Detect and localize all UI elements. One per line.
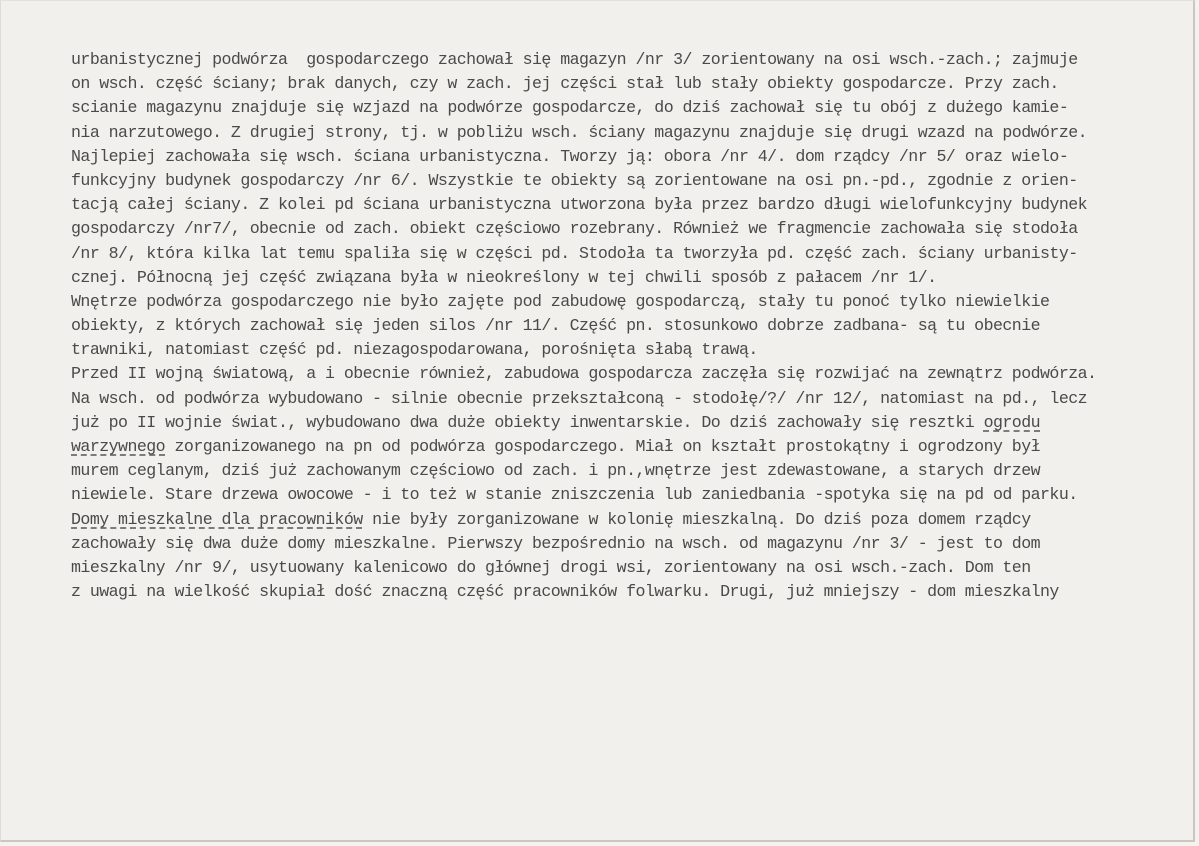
text-line: obiekty, z których zachował się jeden silos /nr 11/. Część pn. stosunkowo dobrze zadbana- są tu obecnie	[71, 316, 1041, 336]
text-line: zachowały się dwa duże domy mieszkalne. Pierwszy bezpośrednio na wsch. od magazynu /nr 3/ - jest to dom	[71, 533, 1041, 553]
text-line: tacją całej ściany. Z kolei pd ściana urbanistyczna utworzona była przez bardzo długi wielofunkcyjny budynek	[71, 195, 1088, 215]
text-line: on wsch. część ściany; brak danych, czy w zach. jej części stał lub stały obiekty gospodarcze. Przy zach.	[71, 74, 1059, 94]
text-line	[71, 508, 1181, 532]
text-line: nia narzutowego. Z drugiej strony, tj. w pobliżu wsch. ściany magazynu znajduje się drugi wzazd na podwórze.	[71, 122, 1088, 142]
text-line: trawniki, natomiast część pd. niezagospodarowana, porośnięta słabą trawą.	[71, 340, 758, 360]
text-line: z uwagi na wielkość skupiał dość znaczną część pracowników folwarku. Drugi, już mniejszy - dom mieszkalny	[71, 582, 1059, 602]
text-line: funkcyjny budynek gospodarczy /nr 6/. Wszystkie te obiekty są zorientowane na osi pn.-pd., zgodnie z orien-	[71, 170, 1078, 190]
text-line: gospodarczy /nr7/, obecnie od zach. obiekt częściowo rozebrany. Również we fragmencie zachowała się stodoła	[71, 219, 1078, 239]
text-line: Najlepiej zachowała się wsch. ściana urbanistyczna. Tworzy ją: obora /nr 4/. dom rządcy /nr 5/ oraz wielo-	[71, 146, 1069, 166]
text-line: scianie magazynu znajduje się wzjazd na podwórze gospodarcze, do dziś zachował się tu obój z dużego kamie-	[71, 98, 1069, 118]
text-line: Przed II wojną światową, a i obecnie również, zabudowa gospodarcza zaczęła się rozwijać na zewnątrz podwórza.	[71, 364, 1097, 384]
text-line: Na wsch. od podwórza wybudowano - silnie obecnie przekształconą - stodołę/?/ /nr 12/, natomiast na pd., lecz	[71, 388, 1088, 408]
text-segment: nie były zorganizowane w kolonię mieszkalną. Do dziś poza domem rządcy	[362, 509, 1031, 529]
text-line	[71, 411, 1181, 435]
underlined-term: warzywnego	[71, 437, 166, 456]
text-line: /nr 8/, która kilka lat temu spaliła się w części pd. Stodoła ta tworzyła pd. część zach. ściany urbanisty-	[71, 243, 1078, 263]
text-line: Wnętrze podwórza gospodarczego nie było zajęte pod zabudowę gospodarczą, stały tu ponoć tylko niewielkie	[71, 291, 1050, 311]
text-line: urbanistycznej podwórza gospodarczego zachował się magazyn /nr 3/ zorientowany na osi wsch.-zach.; zajmuje	[71, 50, 1078, 69]
text-line: mieszkalny /nr 9/, usytuowany kalenicowo do głównej drogi wsi, zorientowany na osi wsch.-zach. Dom ten	[71, 557, 1031, 577]
text-line: cznej. Północną jej część związana była w nieokreślony w tej chwili sposób z pałacem /nr 1/.	[71, 267, 937, 287]
page-body-text	[71, 48, 1181, 604]
text-line: murem ceglanym, dziś już zachowanym częściowo od zach. i pn.,wnętrze jest zdewastowane, a starych drzew	[71, 461, 1041, 481]
text-segment: już po II wojnie świat., wybudowano dwa duże obiekty inwentarskie. Do dziś zachowały się resztki	[71, 412, 984, 432]
underlined-term: Domy mieszkalne dla pracowników	[71, 509, 363, 529]
underlined-term: ogrodu	[983, 412, 1041, 432]
text-line	[71, 435, 1181, 459]
text-line: niewiele. Stare drzewa owocowe - i to też w stanie zniszczenia lub zaniedbania -spotyka się na pd od parku.	[71, 485, 1078, 505]
text-segment: zorganizowanego na pn od podwórza gospodarczego. Miał on kształt prostokątny i ogrodzony był	[165, 437, 1041, 456]
